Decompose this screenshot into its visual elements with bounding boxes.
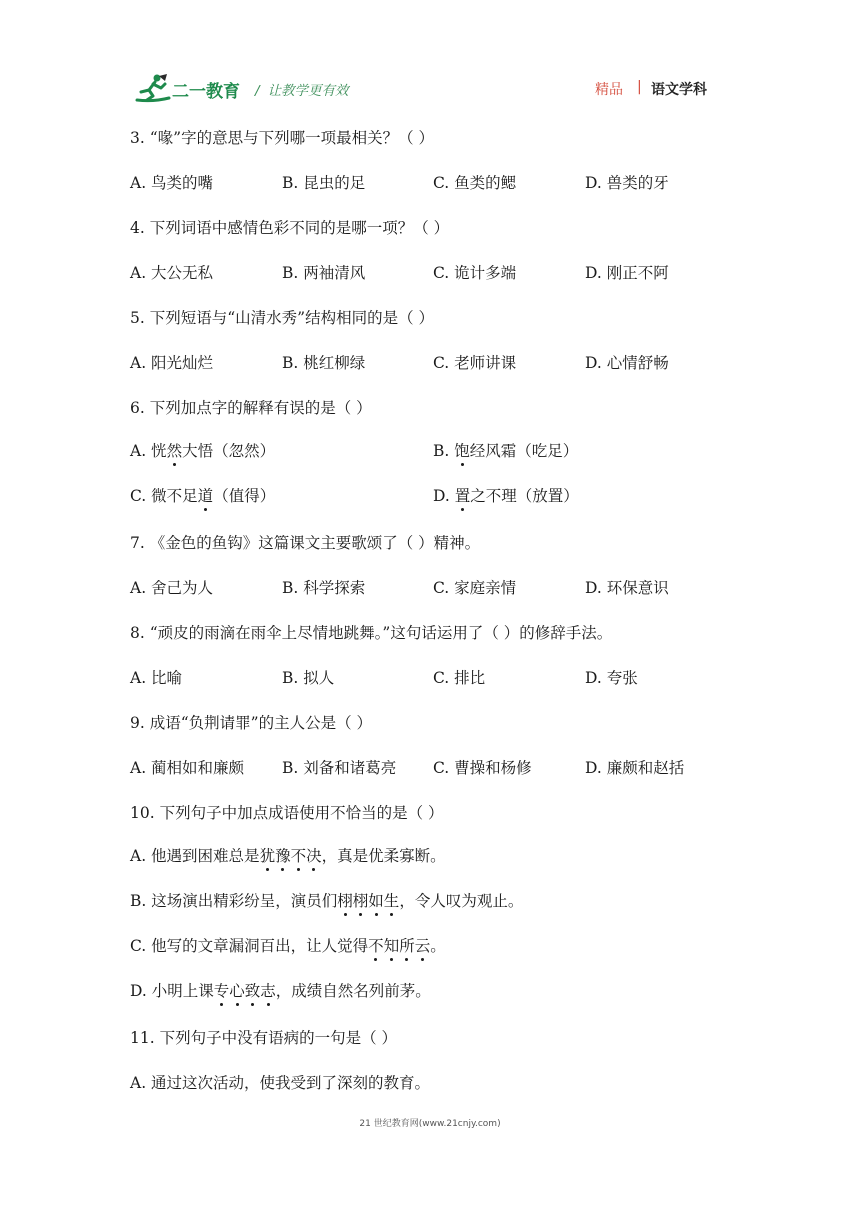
question-4-option-d: D. 刚正不阿	[585, 264, 669, 282]
header-separator: |	[637, 79, 642, 95]
option-text: D.	[433, 487, 455, 505]
dotted-char: 云	[414, 937, 431, 955]
option-text: 之不理（放置）	[470, 487, 579, 505]
question-11-option-a: A. 通过这次活动，使我受到了深刻的教育。	[130, 1074, 431, 1092]
question-9-option-c: C. 曹操和杨修	[433, 759, 532, 777]
dotted-char: 致	[244, 982, 261, 1000]
question-4-option-c: C. 诡计多端	[433, 264, 517, 282]
question-3-option-a: A. 鸟类的嘴	[130, 174, 214, 192]
dotted-char: 犹	[259, 847, 276, 865]
question-9-option-b: B. 刘备和诸葛亮	[282, 759, 397, 777]
page-header	[135, 72, 715, 106]
question-5-option-c: C. 老师讲课	[433, 354, 517, 372]
quality-label: 精品	[595, 82, 623, 98]
question-8-option-b: B. 拟人	[282, 669, 335, 687]
question-10-stem: 10. 下列句子中加点成语使用不恰当的是（ ）	[130, 804, 444, 822]
question-8-option-a: A. 比喻	[130, 669, 183, 687]
slogan	[255, 79, 349, 99]
question-5-option-a: A. 阳光灿烂	[130, 354, 214, 372]
question-11-stem: 11. 下列句子中没有语病的一句是（ ）	[130, 1029, 398, 1047]
question-10-option-b	[130, 891, 523, 911]
question-5-stem: 5. 下列短语与“山清水秀”结构相同的是（ ）	[130, 309, 434, 327]
dotted-char: 栩	[352, 892, 369, 910]
question-9-stem: 9. 成语“负荆请罪”的主人公是（ ）	[130, 714, 372, 732]
option-text: D. 小明上课	[130, 982, 214, 1000]
logo-text: 二一教育	[172, 82, 240, 102]
option-text: A. 他遇到困难总是	[130, 847, 260, 865]
dotted-char: 栩	[337, 892, 353, 910]
question-7-option-c: C. 家庭亲情	[433, 579, 517, 597]
question-7-stem: 7. 《金色的鱼钩》这篇课文主要歌颂了（ ）精神。	[130, 534, 481, 552]
dotted-char: 心	[229, 982, 245, 1000]
dotted-idiom	[260, 847, 322, 865]
dotted-idiom	[214, 982, 276, 1000]
subject-label: 语文学科	[651, 82, 707, 98]
dotted-char: 决	[306, 847, 322, 865]
question-6-option-a	[130, 441, 275, 461]
dotted-char: 饱	[454, 442, 470, 460]
question-4-option-a: A. 大公无私	[130, 264, 214, 282]
option-text: C. 微不足	[130, 487, 198, 505]
question-4-option-b: B. 两袖清风	[282, 264, 366, 282]
question-9-option-a: A. 蔺相如和廉颇	[130, 759, 245, 777]
option-text: B. 这场演出精彩纷呈，演员们	[130, 892, 338, 910]
question-10-option-c	[130, 936, 446, 956]
question-3-option-c: C. 鱼类的鳃	[433, 174, 517, 192]
question-6-option-d	[433, 486, 579, 506]
question-8-stem: 8. “顽皮的雨滴在雨伞上尽情地跳舞。”这句话运用了（ ）的修辞手法。	[130, 624, 613, 642]
dotted-char: 知	[383, 937, 400, 955]
option-text: A. 恍	[130, 442, 167, 460]
option-text: ，成绩自然名列前茅。	[275, 982, 431, 1000]
dotted-char: 置	[454, 487, 471, 505]
option-text: （值得）	[213, 487, 276, 505]
question-4-stem: 4. 下列词语中感情色彩不同的是哪一项？（ ）	[130, 219, 450, 237]
question-3-stem: 3. “喙”字的意思与下列哪一项最相关？（ ）	[130, 129, 434, 147]
dotted-char: 专	[213, 982, 230, 1000]
slogan-text: 让教学更有效	[267, 83, 349, 99]
question-6-stem: 6. 下列加点字的解释有误的是（ ）	[130, 399, 372, 417]
question-8-option-c: C. 排比	[433, 669, 486, 687]
dotted-char: 志	[260, 982, 276, 1000]
option-text: C. 他写的文章漏洞百出，让人觉得	[130, 937, 369, 955]
question-3-option-d: D. 兽类的牙	[585, 174, 669, 192]
dotted-char: 然	[166, 442, 183, 460]
question-8-option-d: D. 夸张	[585, 669, 638, 687]
dotted-idiom	[368, 937, 430, 955]
question-6-option-b	[433, 441, 578, 461]
dotted-char: 所	[399, 937, 415, 955]
dotted-char: 豫	[275, 847, 291, 865]
question-10-option-d	[130, 981, 431, 1001]
option-text: 经风霜（吃足）	[469, 442, 579, 460]
question-5-option-d: D. 心情舒畅	[585, 354, 669, 372]
slogan-slash: /	[255, 83, 260, 99]
dotted-char: 道	[197, 487, 214, 505]
dotted-char: 不	[290, 847, 307, 865]
dotted-char: 如	[368, 892, 384, 910]
question-5-option-b: B. 桃红柳绿	[282, 354, 366, 372]
option-text: ，真是优柔寡断。	[321, 847, 446, 865]
question-7-option-a: A. 舍己为人	[130, 579, 214, 597]
question-7-option-d: D. 环保意识	[585, 579, 669, 597]
option-text: 大悟（忽然）	[182, 442, 276, 460]
option-text: B.	[433, 442, 455, 460]
page-footer: 21 世纪教育网(www.21cnjy.com)	[359, 1119, 501, 1129]
option-text: ，令人叹为观止。	[399, 892, 524, 910]
option-text: 。	[430, 937, 446, 955]
dotted-char: 不	[368, 937, 384, 955]
dotted-idiom	[337, 892, 399, 910]
question-9-option-d: D. 廉颇和赵括	[585, 759, 685, 777]
question-10-option-a	[130, 846, 446, 866]
question-3-option-b: B. 昆虫的足	[282, 174, 366, 192]
question-6-option-c	[130, 486, 275, 506]
question-7-option-b: B. 科学探索	[282, 579, 366, 597]
dotted-char: 生	[383, 892, 400, 910]
